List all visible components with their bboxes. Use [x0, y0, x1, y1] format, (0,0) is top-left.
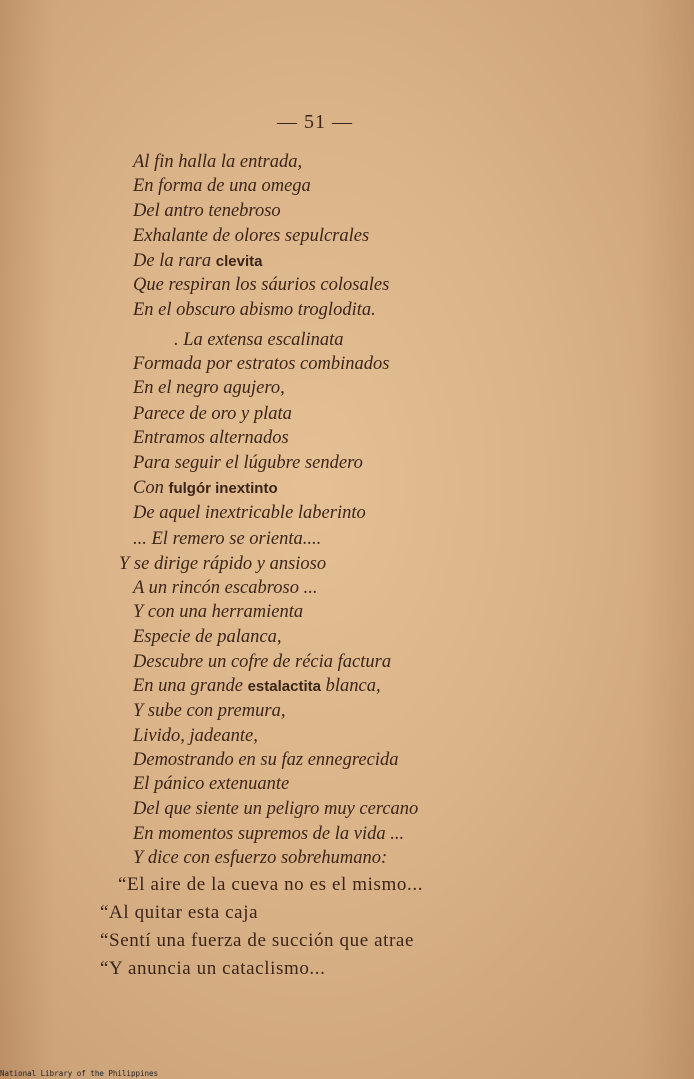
poem-line-text: Y se dirige rápido y ansioso [119, 554, 327, 574]
poem-line [133, 150, 302, 174]
poem-line [133, 822, 404, 846]
poem-line [133, 174, 311, 198]
poem-line-bold-term: clevita [215, 253, 263, 270]
poem-line-text: Y dice con esfuerzo sobrehumano: [133, 848, 388, 868]
poem-line-text: En una grande [133, 676, 248, 696]
poem-line [133, 224, 369, 248]
poem-line-text: Exhalante de olores sepulcrales [133, 226, 370, 246]
poem-line-text: En momentos supremos de la vida ... [133, 824, 405, 844]
poem-line [133, 273, 389, 297]
poem-line-text: Para seguir el lúgubre sendero [133, 453, 363, 473]
poem-line-text: En forma de una omega [133, 176, 311, 196]
poem-line [133, 376, 285, 400]
poem-line-text: Parece de oro y plata [133, 404, 292, 424]
poem-line-bold-term: estalactita [247, 678, 321, 695]
quoted-speech-line: “Al quitar esta caja [100, 902, 259, 923]
poem-line [133, 476, 278, 501]
poem-line-bold-term: fulgór inextinto [168, 480, 278, 497]
poem-line-text: ... El remero se orienta.... [133, 529, 322, 549]
poem-line-text: Especie de palanca, [133, 627, 282, 647]
poem-line-text: Del antro tenebroso [133, 201, 281, 221]
quoted-speech-line: “Sentí una fuerza de succión que atrae [100, 930, 414, 951]
poem-line [133, 650, 391, 674]
poem-line [133, 699, 285, 723]
poem-line [133, 797, 418, 821]
poem-line [133, 600, 303, 624]
poem-line [133, 674, 381, 699]
poem-line [133, 527, 321, 551]
poem-line-text: Demostrando en su faz ennegrecida [133, 750, 399, 770]
poem-line [133, 298, 376, 322]
poem-line [133, 724, 258, 748]
poem-line-text: Al fin halla la entrada, [133, 152, 303, 172]
quoted-speech-line: “Y anuncia un cataclismo... [100, 958, 326, 979]
poem-line-text: Y con una herramienta [133, 602, 304, 622]
poem-line-text: Y sube con premura, [133, 701, 286, 721]
poem-line-text: Del que siente un peligro muy cercano [133, 799, 419, 819]
poem-line [174, 328, 344, 352]
poem-line-text: . La extensa escalinata [174, 330, 344, 350]
poem-line-text: De la rara [133, 251, 216, 271]
poem-line [133, 249, 262, 274]
poem-line-text: A un rincón escabroso ... [133, 578, 318, 598]
poem-line [119, 552, 326, 576]
poem-line-text: En el negro agujero, [133, 378, 285, 398]
poem-line-text: De aquel inextricable laberinto [133, 503, 366, 523]
quoted-speech-line: “El aire de la cueva no es el mismo... [118, 874, 424, 895]
poem-line-text: Formada por estratos combinados [133, 354, 390, 374]
poem-line [133, 199, 281, 223]
poem-line-text: Descubre un cofre de récia factura [133, 652, 392, 672]
poem-line [133, 501, 366, 525]
poem-line [133, 772, 289, 796]
poem-line [133, 352, 389, 376]
poem-line [133, 846, 387, 870]
poem-line [133, 402, 292, 426]
poem-line-text: En el obscuro abismo troglodita. [133, 300, 376, 320]
poem-line [133, 625, 281, 649]
page-number: — 51 — [277, 111, 353, 133]
poem-line-text: Que respiran los sáurios colosales [133, 275, 390, 295]
poem-line [133, 576, 317, 600]
poem-line-text: blanca, [320, 676, 381, 696]
poem-line [133, 748, 398, 772]
poem-line-text: Livido, jadeante, [133, 726, 258, 746]
poem-line-text: Con [133, 478, 169, 498]
poem-line-text: Entramos alternados [133, 428, 289, 448]
poem-line-text: El pánico extenuante [133, 774, 290, 794]
poem-line [133, 426, 289, 450]
poem-line [133, 451, 363, 475]
library-credit: National Library of the Philippines [0, 1069, 159, 1078]
